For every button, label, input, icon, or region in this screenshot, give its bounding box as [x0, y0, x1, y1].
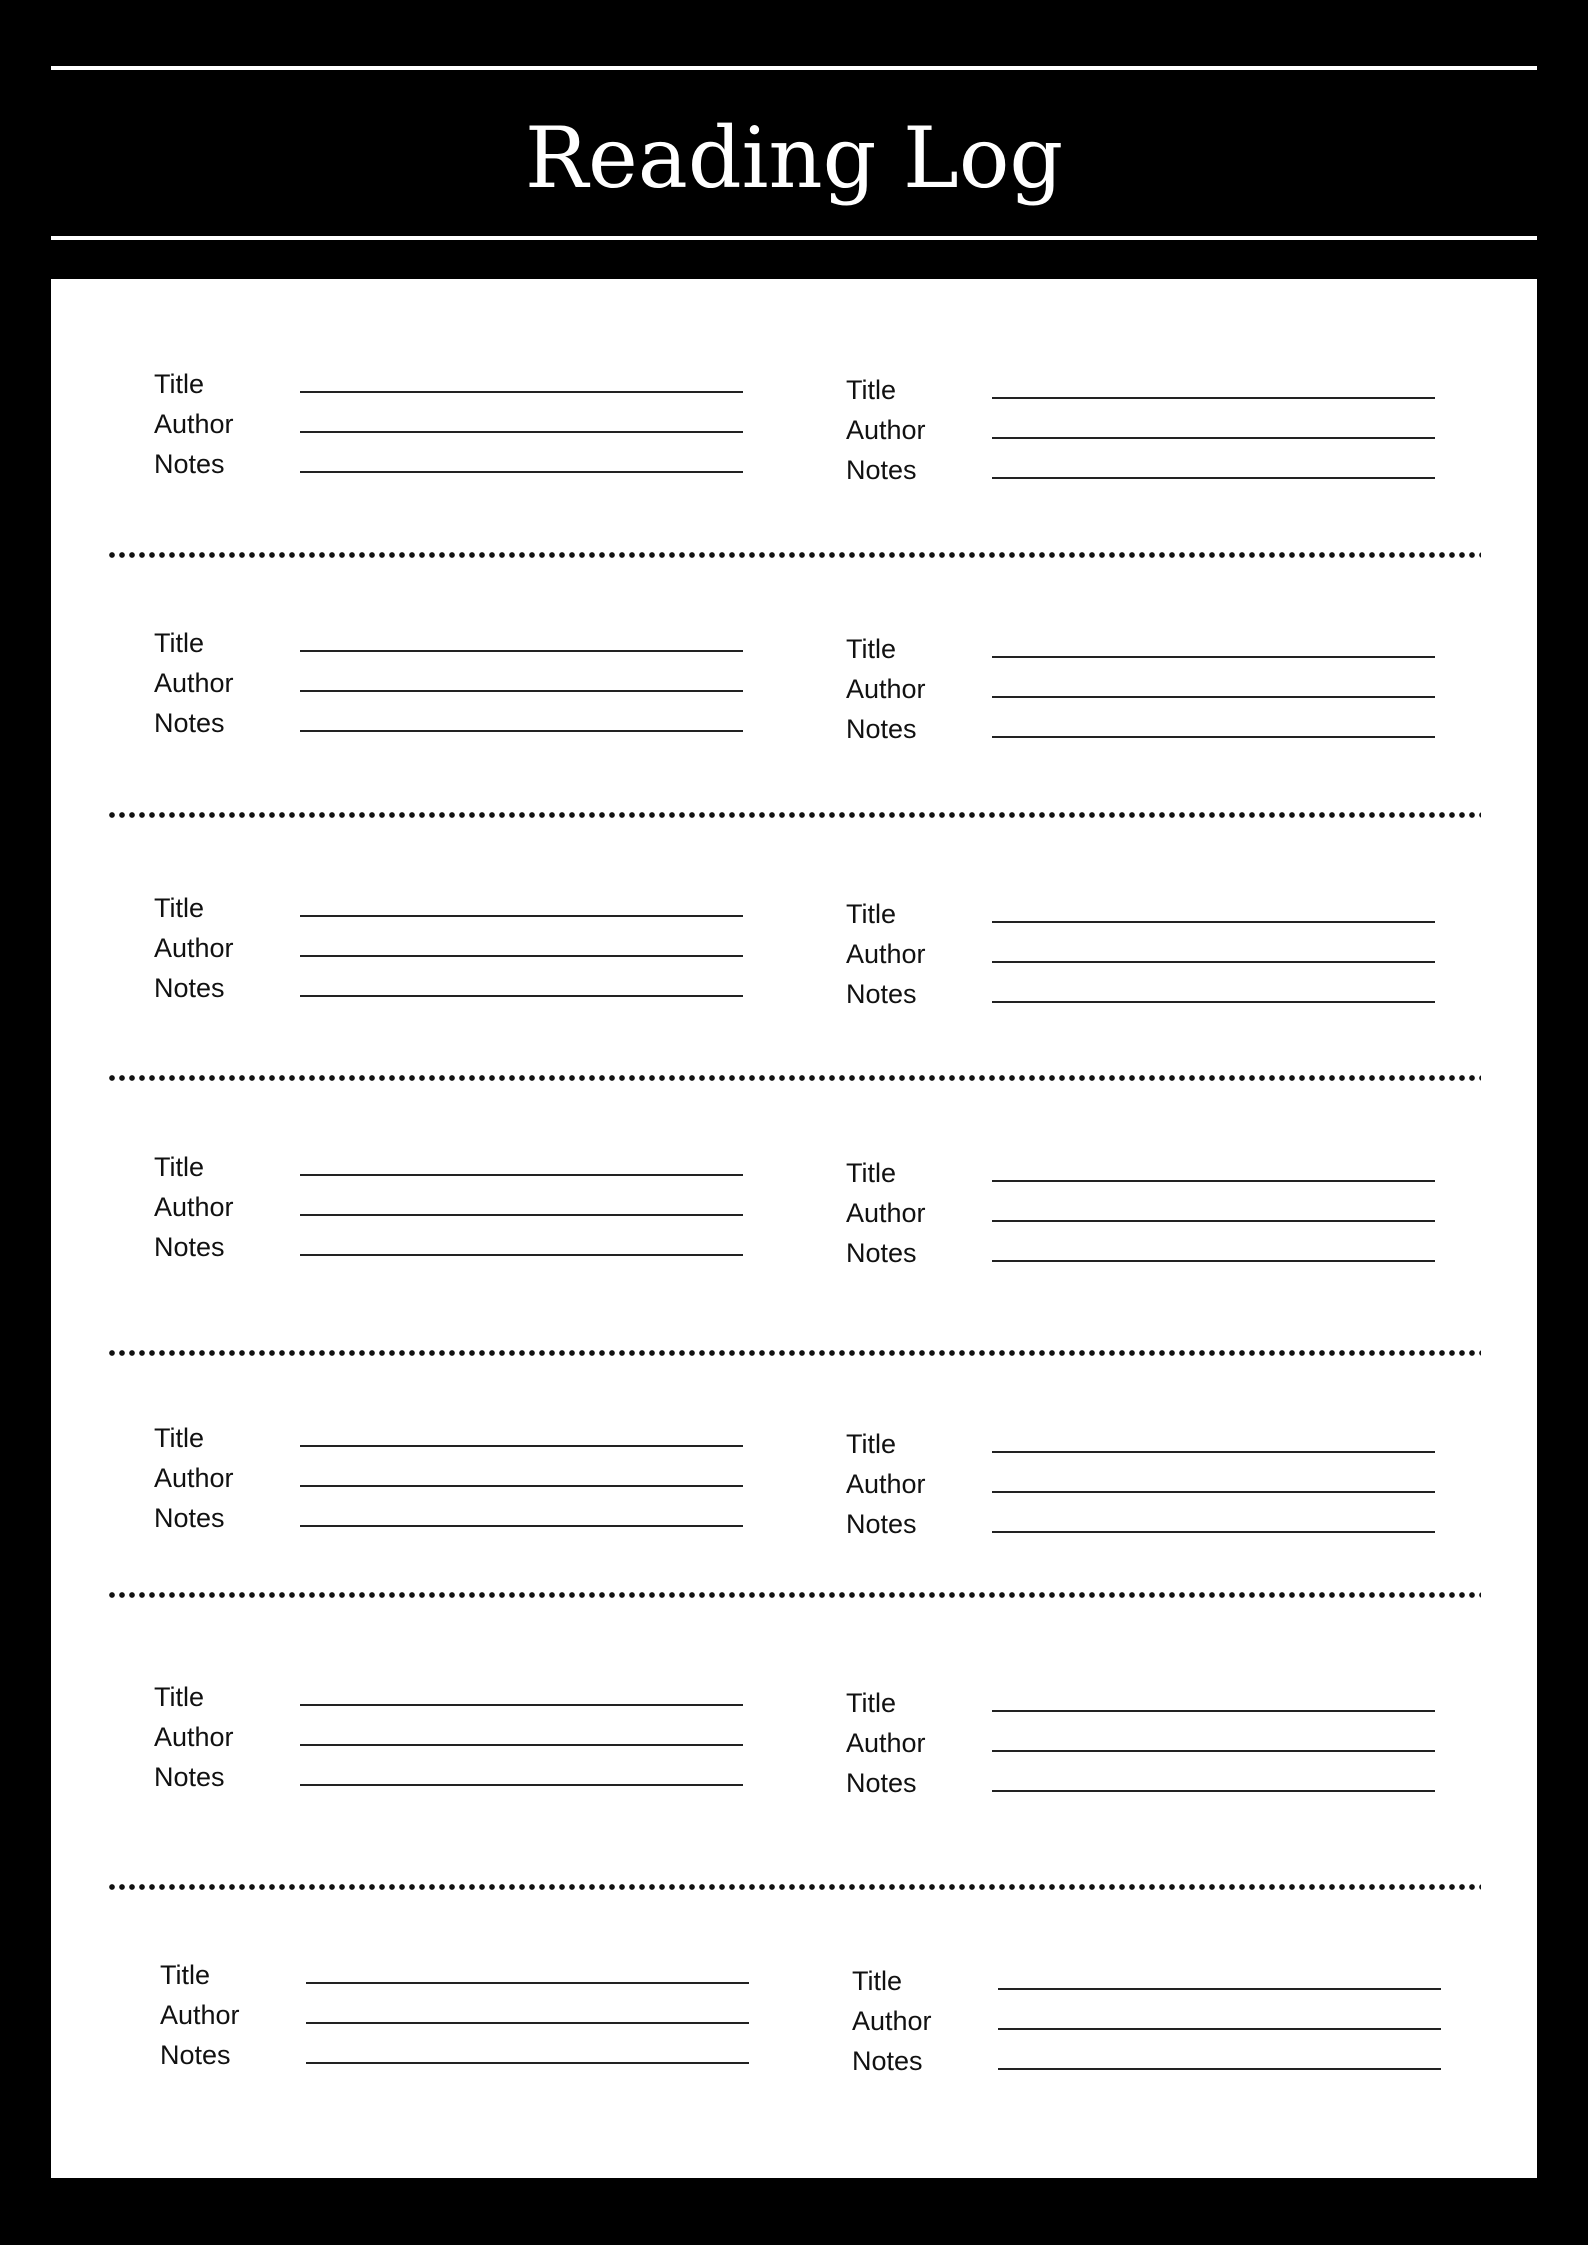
title-label: Title — [846, 375, 897, 405]
title-write-line[interactable] — [992, 1710, 1435, 1712]
title-field — [154, 1418, 754, 1458]
author-label: Author — [846, 1469, 926, 1499]
title-write-line[interactable] — [992, 397, 1435, 399]
notes-label: Notes — [846, 1509, 917, 1539]
notes-write-line[interactable] — [992, 1790, 1435, 1792]
title-label: Title — [846, 1429, 897, 1459]
author-field — [154, 1187, 754, 1227]
notes-label: Notes — [154, 1232, 225, 1262]
title-field — [846, 1424, 1446, 1464]
notes-label: Notes — [846, 1238, 917, 1268]
dotted-divider — [107, 812, 1481, 818]
title-label: Title — [846, 1158, 897, 1188]
title-field — [846, 1683, 1446, 1723]
notes-field — [154, 1227, 754, 1267]
dotted-divider — [107, 1592, 1481, 1598]
author-write-line[interactable] — [998, 2028, 1441, 2030]
notes-write-line[interactable] — [992, 477, 1435, 479]
author-label: Author — [154, 668, 234, 698]
author-label: Author — [846, 939, 926, 969]
notes-write-line[interactable] — [300, 1784, 743, 1786]
title-label: Title — [154, 893, 205, 923]
title-write-line[interactable] — [300, 650, 743, 652]
author-label: Author — [160, 2000, 240, 2030]
author-field — [154, 404, 754, 444]
title-write-line[interactable] — [992, 656, 1435, 658]
title-field — [846, 1153, 1446, 1193]
notes-field — [852, 2041, 1452, 2081]
notes-label: Notes — [846, 979, 917, 1009]
title-write-line[interactable] — [992, 1451, 1435, 1453]
notes-label: Notes — [154, 1762, 225, 1792]
author-write-line[interactable] — [992, 1220, 1435, 1222]
author-field — [154, 1717, 754, 1757]
notes-write-line[interactable] — [300, 995, 743, 997]
author-write-line[interactable] — [300, 955, 743, 957]
notes-label: Notes — [154, 973, 225, 1003]
author-label: Author — [154, 1463, 234, 1493]
author-field — [846, 410, 1446, 450]
notes-field — [154, 968, 754, 1008]
author-write-line[interactable] — [300, 1485, 743, 1487]
notes-write-line[interactable] — [992, 736, 1435, 738]
notes-field — [846, 1233, 1446, 1273]
title-field — [846, 370, 1446, 410]
author-field — [846, 669, 1446, 709]
title-field — [846, 894, 1446, 934]
title-write-line[interactable] — [992, 921, 1435, 923]
author-field — [160, 1995, 760, 2035]
title-write-line[interactable] — [300, 1445, 743, 1447]
notes-label: Notes — [154, 449, 225, 479]
title-label: Title — [160, 1960, 211, 1990]
log-sheet — [51, 279, 1537, 2178]
notes-label: Notes — [846, 455, 917, 485]
author-write-line[interactable] — [300, 690, 743, 692]
author-field — [846, 934, 1446, 974]
dotted-divider — [107, 552, 1481, 558]
title-write-line[interactable] — [306, 1982, 749, 1984]
title-write-line[interactable] — [300, 1704, 743, 1706]
notes-field — [846, 1504, 1446, 1544]
notes-label: Notes — [852, 2046, 923, 2076]
notes-label: Notes — [846, 714, 917, 744]
notes-write-line[interactable] — [306, 2062, 749, 2064]
header-bottom-rule — [51, 236, 1537, 240]
notes-field — [154, 703, 754, 743]
author-write-line[interactable] — [992, 696, 1435, 698]
notes-field — [846, 450, 1446, 490]
title-write-line[interactable] — [992, 1180, 1435, 1182]
title-label: Title — [154, 628, 205, 658]
author-label: Author — [154, 1192, 234, 1222]
author-field — [154, 928, 754, 968]
notes-label: Notes — [154, 708, 225, 738]
author-write-line[interactable] — [992, 961, 1435, 963]
author-write-line[interactable] — [992, 1750, 1435, 1752]
author-label: Author — [846, 674, 926, 704]
notes-write-line[interactable] — [300, 1254, 743, 1256]
notes-field — [846, 974, 1446, 1014]
dotted-divider — [107, 1884, 1481, 1890]
author-field — [154, 1458, 754, 1498]
title-field — [154, 364, 754, 404]
author-label: Author — [846, 415, 926, 445]
title-field — [846, 629, 1446, 669]
title-label: Title — [846, 1688, 897, 1718]
author-label: Author — [154, 933, 234, 963]
author-write-line[interactable] — [992, 437, 1435, 439]
title-label: Title — [846, 634, 897, 664]
title-label: Title — [154, 1152, 205, 1182]
title-field — [154, 1677, 754, 1717]
author-write-line[interactable] — [300, 1214, 743, 1216]
title-write-line[interactable] — [300, 391, 743, 393]
notes-field — [154, 1757, 754, 1797]
author-field — [846, 1193, 1446, 1233]
notes-field — [846, 1763, 1446, 1803]
notes-write-line[interactable] — [992, 1260, 1435, 1262]
author-field — [852, 2001, 1452, 2041]
notes-write-line[interactable] — [300, 1525, 743, 1527]
title-label: Title — [846, 899, 897, 929]
title-write-line[interactable] — [300, 915, 743, 917]
author-write-line[interactable] — [300, 1744, 743, 1746]
notes-label: Notes — [160, 2040, 231, 2070]
notes-write-line[interactable] — [992, 1531, 1435, 1533]
author-write-line[interactable] — [306, 2022, 749, 2024]
header-top-rule — [51, 66, 1537, 70]
author-field — [846, 1723, 1446, 1763]
title-label: Title — [154, 1682, 205, 1712]
notes-field — [154, 1498, 754, 1538]
notes-write-line[interactable] — [300, 730, 743, 732]
author-field — [846, 1464, 1446, 1504]
author-write-line[interactable] — [992, 1491, 1435, 1493]
dotted-divider — [107, 1350, 1481, 1356]
author-field — [154, 663, 754, 703]
dotted-divider — [107, 1075, 1481, 1081]
title-label: Title — [154, 1423, 205, 1453]
title-field — [154, 888, 754, 928]
title-write-line[interactable] — [998, 1988, 1441, 1990]
notes-field — [846, 709, 1446, 749]
title-label: Title — [154, 369, 205, 399]
notes-write-line[interactable] — [300, 471, 743, 473]
author-label: Author — [154, 1722, 234, 1752]
author-label: Author — [846, 1728, 926, 1758]
notes-label: Notes — [846, 1768, 917, 1798]
notes-field — [160, 2035, 760, 2075]
notes-label: Notes — [154, 1503, 225, 1533]
notes-write-line[interactable] — [998, 2068, 1441, 2070]
notes-field — [154, 444, 754, 484]
title-write-line[interactable] — [300, 1174, 743, 1176]
author-label: Author — [846, 1198, 926, 1228]
author-write-line[interactable] — [300, 431, 743, 433]
notes-write-line[interactable] — [992, 1001, 1435, 1003]
title-field — [852, 1961, 1452, 2001]
page-title: Reading Log — [524, 109, 1064, 207]
author-label: Author — [852, 2006, 932, 2036]
title-label: Title — [852, 1966, 903, 1996]
author-label: Author — [154, 409, 234, 439]
title-field — [154, 1147, 754, 1187]
title-field — [154, 623, 754, 663]
title-field — [160, 1955, 760, 1995]
